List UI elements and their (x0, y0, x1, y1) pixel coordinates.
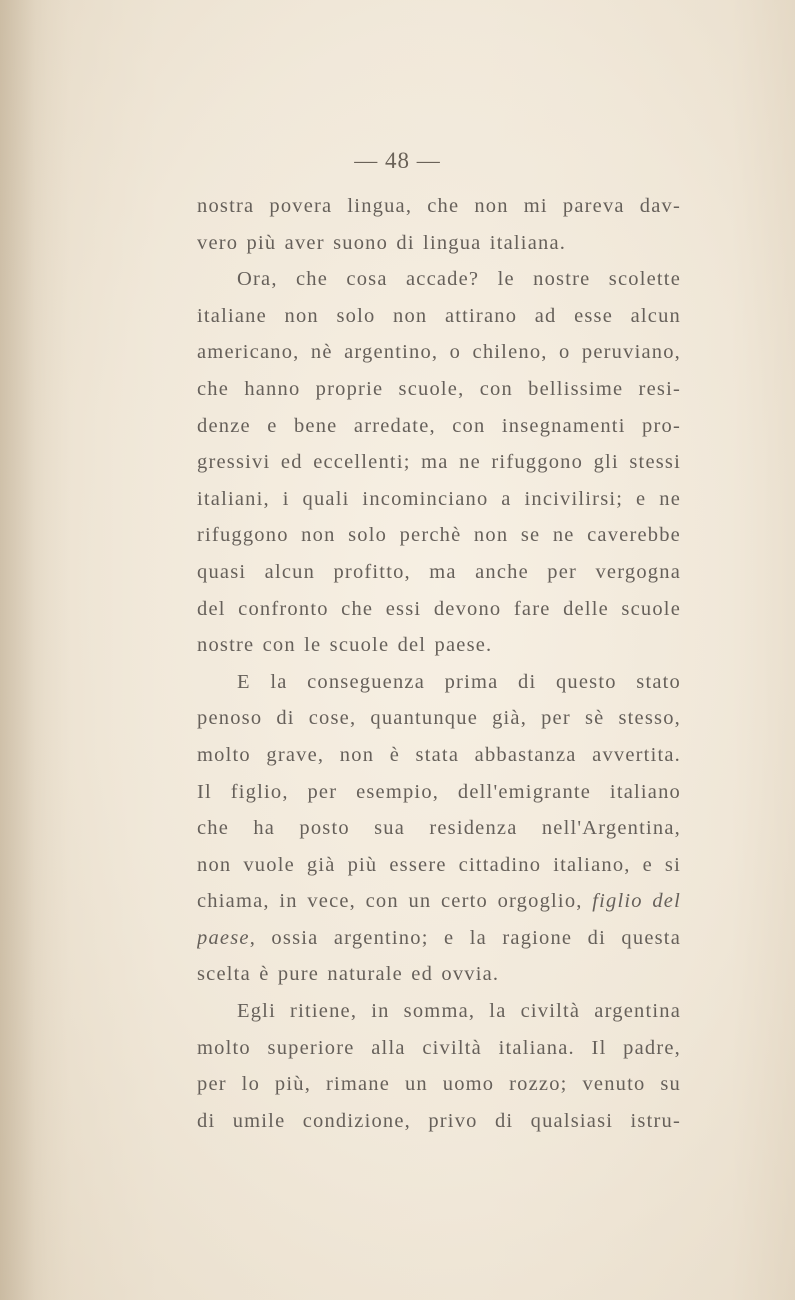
italic-phrase: figlio del (592, 890, 681, 913)
paragraph-2 (197, 261, 681, 664)
page-number: — 48 — (354, 148, 441, 173)
body-text (197, 188, 681, 1139)
paragraph-1 (197, 188, 681, 261)
text-line: Ora, che cosa accade? le nostre scolette (237, 268, 681, 291)
text-line: Egli ritiene, in somma, la civiltà argentina (237, 1000, 681, 1023)
text-line: di umile condizione, privo di qualsiasi istru- (197, 1109, 681, 1132)
paragraph-3 (197, 664, 681, 993)
text-segment: , ossia argentino; e la ragione di questa (249, 926, 681, 949)
text-line: che ha posto sua residenza nell'Argentina, (197, 817, 681, 840)
text-line: E la conseguenza prima di questo stato (237, 670, 681, 693)
text-line: penoso di cose, quantunque già, per sè stesso, (197, 707, 681, 730)
text-line (197, 920, 681, 957)
text-line: italiane non solo non attirano ad esse alcun (197, 304, 681, 327)
text-line: americano, nè argentino, o chileno, o peruviano, (197, 341, 681, 364)
text-line: non vuole già più essere cittadino italiano, e si (197, 853, 681, 876)
text-line: denze e bene arredate, con insegnamenti pro- (197, 414, 681, 437)
text-line: gressivi ed eccellenti; ma ne rifuggono gli stessi (197, 451, 681, 474)
text-segment: chiama, in vece, con un certo orgoglio, (197, 890, 583, 913)
text-line: nostra povera lingua, che non mi pareva dav- (197, 195, 681, 217)
text-line (197, 883, 681, 920)
paragraph-4 (197, 993, 681, 1139)
text-line: vero più aver suono di lingua italiana. (197, 231, 567, 254)
text-line: Il figlio, per esempio, dell'emigrante italiano (197, 780, 681, 803)
text-line: per lo più, rimane un uomo rozzo; venuto su (197, 1073, 681, 1096)
text-line: molto grave, non è stata abbastanza avvertita. (197, 743, 681, 766)
text-line: rifuggono non solo perchè non se ne caverebbe (197, 524, 681, 547)
text-line: molto superiore alla civiltà italiana. Il padre, (197, 1036, 681, 1059)
text-line: che hanno proprie scuole, con bellissime resi- (197, 377, 681, 400)
text-line: quasi alcun profitto, ma anche per vergogna (197, 560, 681, 583)
text-line: nostre con le scuole del paese. (197, 634, 493, 657)
text-line: del confronto che essi devono fare delle scuole (197, 597, 681, 620)
text-line: italiani, i quali incominciano a incivilirsi; e ne (197, 487, 681, 510)
text-line: scelta è pure naturale ed ovvia. (197, 963, 500, 986)
italic-phrase: paese (197, 926, 250, 949)
